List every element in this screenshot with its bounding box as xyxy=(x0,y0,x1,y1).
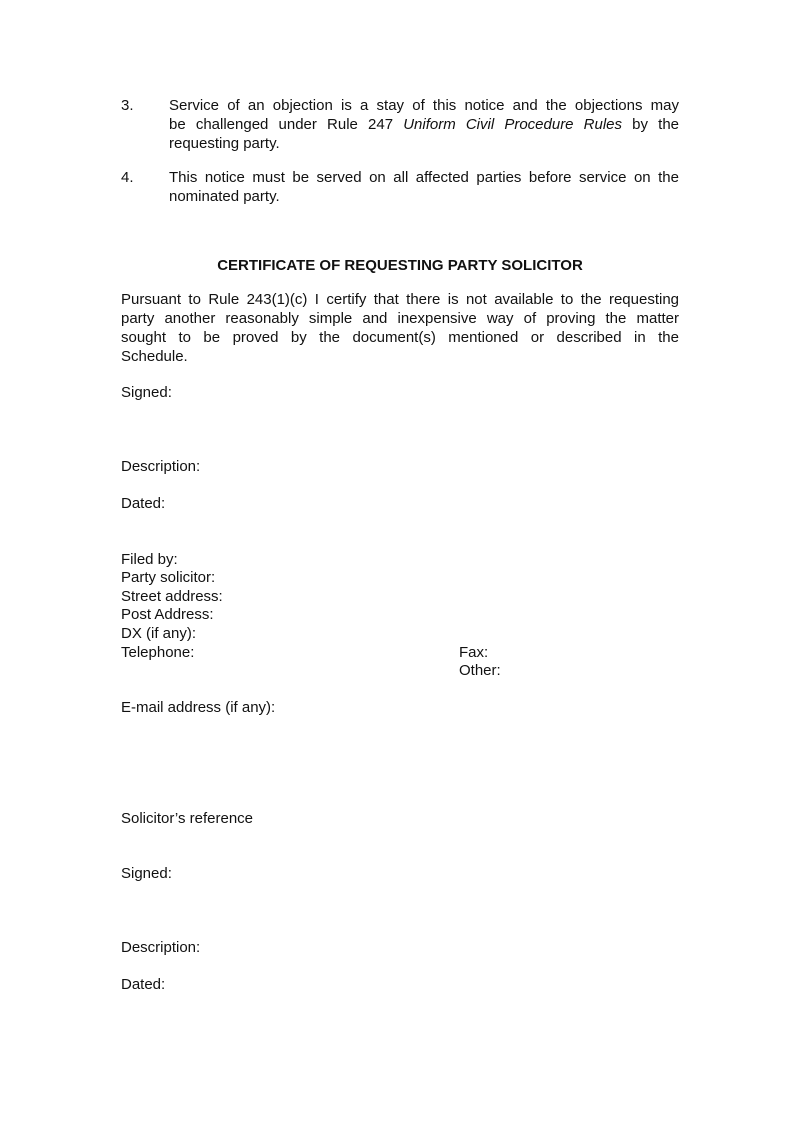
item-text-4 xyxy=(169,168,679,206)
dx-label: DX (if any): xyxy=(121,625,197,642)
certificate-paragraph xyxy=(121,290,679,366)
item-3-line-1: Service of an objection is a stay of this notice and the objections may xyxy=(169,97,679,114)
item-3-line-2-post: by the xyxy=(622,116,680,133)
street-address-label: Street address: xyxy=(121,588,223,605)
other-label: Other: xyxy=(459,662,501,679)
item-3-line-2 xyxy=(169,115,679,134)
email-address-label: E-mail address (if any): xyxy=(121,699,276,716)
certificate-para-line-1: Pursuant to Rule 243(1)(c) I certify that there is not available to the requesting xyxy=(121,291,679,308)
second-description-label: Description: xyxy=(121,939,201,956)
item-text-3 xyxy=(169,96,679,153)
certificate-para-line-2: party another reasonably simple and inexpensive way of proving the matter xyxy=(121,310,679,327)
certificate-para-line-4: Schedule. xyxy=(121,348,188,365)
item-3-line-2-pre: be challenged under Rule 247 xyxy=(169,116,404,133)
post-address-label: Post Address: xyxy=(121,606,214,623)
description-label: Description: xyxy=(121,458,201,475)
uniform-civil-procedure-rules-reference: Uniform Civil Procedure Rules xyxy=(403,116,623,133)
item-4-line-2: nominated party. xyxy=(169,188,280,205)
second-signed-label: Signed: xyxy=(121,865,172,882)
item-4-line-1: This notice must be served on all affected parties before service on the xyxy=(169,169,679,186)
certificate-para-line-3: sought to be proved by the document(s) mentioned or described in the xyxy=(121,329,679,346)
item-3-line-3: requesting party. xyxy=(169,135,280,152)
solicitor-reference-label: Solicitor’s reference xyxy=(121,810,254,827)
second-dated-label: Dated: xyxy=(121,976,166,993)
dated-label: Dated: xyxy=(121,495,166,512)
item-number-3: 3. xyxy=(121,97,134,114)
fax-label: Fax: xyxy=(459,644,489,661)
telephone-label: Telephone: xyxy=(121,644,195,661)
filed-by-label: Filed by: xyxy=(121,551,178,568)
signed-label: Signed: xyxy=(121,384,172,401)
certificate-heading: CERTIFICATE OF REQUESTING PARTY SOLICITOR xyxy=(217,257,583,274)
party-solicitor-label: Party solicitor: xyxy=(121,569,216,586)
item-number-4: 4. xyxy=(121,169,134,186)
